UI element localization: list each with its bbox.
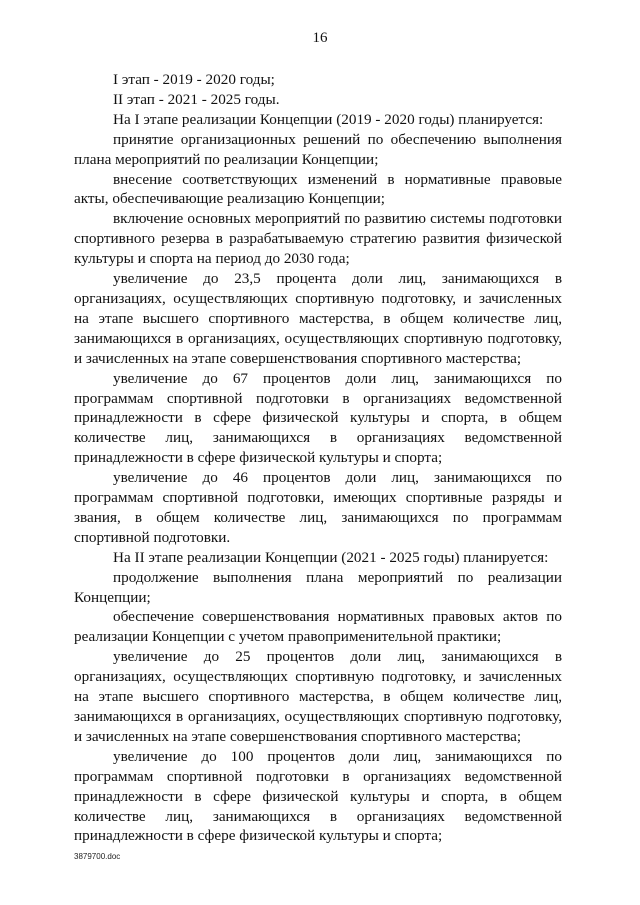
document-footer-code: 3879700.doc xyxy=(74,852,121,861)
paragraph-legal-improvement: обеспечение совершенствования нормативных правовых актов по реализации Концепции с учетом правоприменительной практики; xyxy=(74,608,562,646)
document-body xyxy=(74,70,562,846)
paragraph-strategy-inclusion: включение основных мероприятий по развитию системы подготовки спортивного резерва в разрабатываемую стратегию развития физической культуры и спорта на период до 2030 года; xyxy=(74,210,562,268)
paragraph-continue-plan: продолжение выполнения плана мероприятий по реализации Концепции; xyxy=(74,568,562,606)
paragraph-increase-25: увеличение до 25 процентов доли лиц, занимающихся в организациях, осуществляющих спортивную подготовку, и зачисленных на этапе высшего спортивного мастерства, в общем количестве лиц, занимающихся в организациях, осуществляющих спортивную подготовку, и зачисленных на этапе совершенствования спортивного мастерства; xyxy=(74,648,562,745)
paragraph-increase-100: увеличение до 100 процентов доли лиц, занимающихся по программам спортивной подготовки в организациях ведомственной принадлежности в сфере физической культуры и спорта, в общем количестве лиц, занимающихся в организациях ведомственной принадлежности в сфере физической культуры и спорта; xyxy=(74,747,562,845)
page-number: 16 xyxy=(312,30,328,46)
paragraph-increase-46: увеличение до 46 процентов доли лиц, занимающихся по программам спортивной подготовки, имеющих спортивные разряды и звания, в общем количестве лиц, занимающихся по программам спортивной подготовки. xyxy=(74,469,562,546)
stage-one-intro: На I этапе реализации Концепции (2019 - 2020 годы) планируется: xyxy=(113,110,544,128)
stage-two-years: II этап - 2021 - 2025 годы. xyxy=(113,90,280,108)
paragraph-legal-changes: внесение соответствующих изменений в нормативные правовые акты, обеспечивающие реализацию Концепции; xyxy=(74,170,562,208)
paragraph-increase-67: увеличение до 67 процентов доли лиц, занимающихся по программам спортивной подготовки в организациях ведомственной принадлежности в сфере физической культуры и спорта, в общем количестве лиц, занимающихся в организациях ведомственной принадлежности в сфере физической культуры и спорта; xyxy=(74,369,562,467)
paragraph-org-decisions: принятие организационных решений по обеспечению выполнения плана мероприятий по реализации Концепции; xyxy=(74,130,562,168)
stage-one-years: I этап - 2019 - 2020 годы; xyxy=(113,71,275,88)
stage-two-intro: На II этапе реализации Концепции (2021 - 2025 годы) планируется: xyxy=(113,548,549,566)
paragraph-increase-23-5: увеличение до 23,5 процента доли лиц, занимающихся в организациях, осуществляющих спортивную подготовку, и зачисленных на этапе высшего спортивного мастерства, в общем количестве лиц, занимающихся в организациях, осуществляющих спортивную подготовку, и зачисленных на этапе совершенствования спортивного мастерства; xyxy=(74,270,562,367)
